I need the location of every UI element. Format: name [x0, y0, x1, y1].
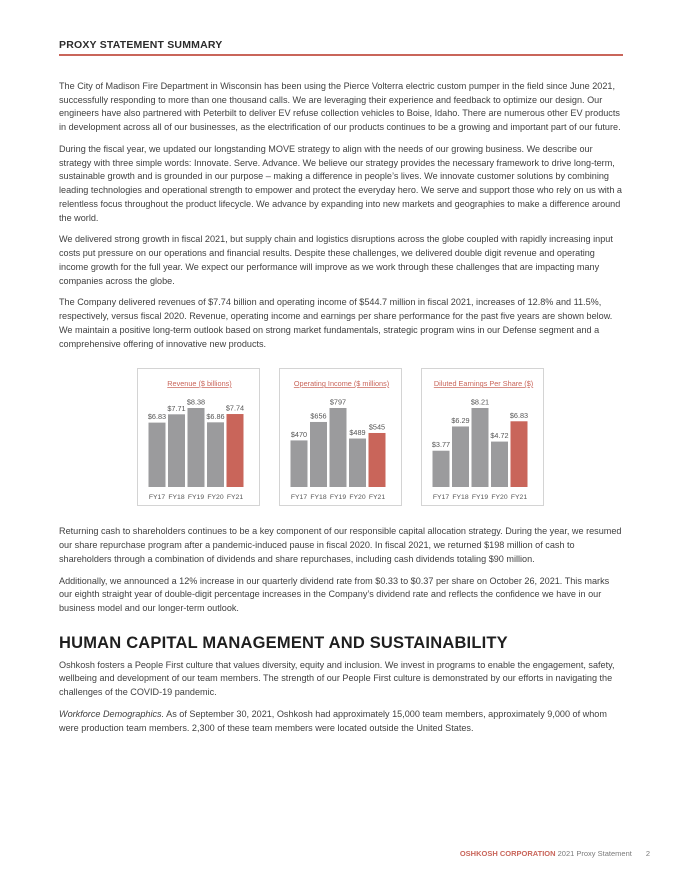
category-label: FY18	[452, 494, 469, 502]
value-label: $7.71	[167, 404, 186, 414]
paragraph-dividend: Additionally, we announced a 12% increase in our quarterly dividend rate from $0.33 to $0.37 per share on October 26, 2021. This marks our eighth straight year of double-digit percentage increases in the Company’s dividend rate and reflects the confidence we have in our business model and our longer-term outlook.	[59, 575, 610, 613]
category-label: FY17	[290, 494, 308, 502]
chart-title: Operating Income ($ millions)	[293, 379, 390, 389]
bar-fy17	[291, 441, 308, 488]
category-label: FY18	[310, 494, 327, 502]
paragraph-ev: The City of Madison Fire Department in Wisconsin has been using the Pierce Volterra electric custom pumper in the field since June 2021, successfully responding to more than one thousand calls. We are leveraging their experience and feedback to optimize our design. Our engineers have also partnered with Peterbilt to deliver EV refuse collection vehicles to Boise, Idaho. There are numerous other EV products in development across all of our businesses, as the electrification of our products continues to be a growing and important part of our future.	[59, 81, 621, 133]
paragraph-revenue: The Company delivered revenues of $7.74 billion and operating income of $544.7 million in fiscal 2021, increases of 12.8% and 11.5%, respectively, versus fiscal 2020. Revenue, operating income and earnings per share performance for the past five years are shown below. We maintain a positive long-term outlook based on strong market fundamentals, strategic program wins in our Defense segment and a comprehensive offering of innovative new products.	[59, 297, 613, 349]
bar-fy20	[349, 439, 366, 487]
revenue-bar-chart	[138, 369, 261, 507]
footer-company: OSHKOSH CORPORATION	[459, 849, 556, 858]
eps-bar-chart	[422, 369, 545, 507]
category-label: FY19	[471, 494, 489, 502]
value-label: $6.83	[509, 410, 529, 420]
value-label: $797	[329, 397, 347, 407]
paragraph-workforce	[59, 708, 623, 735]
category-label: FY21	[226, 494, 244, 502]
value-label: $656	[310, 411, 327, 421]
bar-fy20	[207, 423, 224, 488]
chart-title: Revenue ($ billions)	[167, 379, 232, 389]
paragraph-growth: We delivered strong growth in fiscal 2021, but supply chain and logistics disruptions across the globe coupled with rapidly increasing input costs put pressure on our operations and financial results. Despite these challenges, we delivered double digit revenue and operating income growth for the full year. We expect our performance will improve as we work through these challenges that are impacting many companies across the globe.	[59, 234, 613, 286]
value-label: $470	[290, 430, 308, 440]
bar-fy21	[369, 433, 386, 487]
category-label: FY20	[207, 494, 224, 502]
value-label: $6.29	[451, 416, 470, 426]
bar-fy19	[330, 408, 347, 487]
value-label: $7.74	[225, 403, 245, 413]
section-title: HUMAN CAPITAL MANAGEMENT AND SUSTAINABILITY	[59, 633, 508, 652]
workforce-lead: Workforce Demographics.	[59, 708, 165, 719]
bar-fy18	[310, 422, 327, 487]
value-label: $8.21	[470, 397, 490, 407]
value-label: $6.86	[206, 412, 225, 422]
value-label: $545	[368, 422, 386, 432]
bar-fy21	[227, 414, 244, 487]
category-label: FY20	[491, 494, 508, 502]
chart-revenue	[137, 368, 260, 506]
bar-fy17	[149, 423, 166, 487]
paragraph-people-first: Oshkosh fosters a People First culture that values diversity, equity and inclusion. We invest in programs to enable the engagement, safety, wellbeing and development of our team members. The strength of our People First culture is demonstrated by our efforts in navigating the challenges of the COVID-19 pandemic.	[59, 659, 615, 698]
bar-fy20	[491, 442, 508, 487]
document-body	[59, 80, 623, 744]
bar-fy18	[452, 427, 469, 488]
bar-fy19	[472, 408, 489, 487]
page-footer	[460, 849, 650, 858]
charts-row	[137, 368, 623, 506]
page-header-title: PROXY STATEMENT SUMMARY	[59, 39, 223, 51]
chart-operating-income	[279, 368, 402, 506]
category-label: FY17	[432, 494, 450, 502]
category-label: FY18	[168, 494, 185, 502]
page-number: 2	[645, 849, 650, 858]
value-label: $4.72	[490, 431, 509, 441]
category-label: FY17	[148, 494, 166, 502]
value-label: $489	[349, 428, 366, 438]
value-label: $8.38	[186, 397, 206, 407]
category-label: FY21	[510, 494, 528, 502]
value-label: $6.83	[147, 412, 167, 422]
category-label: FY20	[349, 494, 366, 502]
page-header	[59, 39, 623, 56]
category-label: FY19	[329, 494, 347, 502]
bar-fy19	[188, 408, 205, 487]
workforce-text: As of September 30, 2021, Oshkosh had approximately 15,000 team members, approximately 9,000 of whom were production team members. 2,300 of these team members were located outside the United States.	[59, 708, 607, 733]
footer-doc: 2021 Proxy Statement	[555, 849, 632, 858]
chart-eps	[421, 368, 544, 506]
bar-fy18	[168, 415, 185, 488]
paragraph-strategy: During the fiscal year, we updated our longstanding MOVE strategy to align with the needs of our growing business. We describe our strategy with three simple words: Innovate. Serve. Advance. We believe our strategy provides the necessary framework to drive long-term, sustainable growth and is grounded in our purpose – making a difference in people’s lives. We innovate customer solutions by combining leading technologies and operational strength to empower and protect the everyday hero. We serve and support those who rely on us with a relentless focus throughout the product lifecycle. We advance by expanding into new markets and geographies to make a difference around the world.	[59, 144, 622, 223]
operating-income-bar-chart	[280, 369, 403, 507]
category-label: FY19	[187, 494, 205, 502]
bar-fy17	[433, 451, 450, 487]
category-label: FY21	[368, 494, 386, 502]
value-label: $3.77	[431, 440, 451, 450]
bar-fy21	[511, 421, 528, 487]
chart-title: Diluted Earnings Per Share ($)	[433, 379, 534, 389]
paragraph-cash-return: Returning cash to shareholders continues to be a key component of our responsible capital allocation strategy. During the year, we resumed our share repurchase program after a pandemic-induced pause in fiscal 2020. In fiscal 2021, we returned $198 million of cash to shareholders through a combination of dividends and share repurchases, including cash dividends totaling $90 million.	[59, 526, 622, 564]
header-rule	[59, 54, 623, 56]
